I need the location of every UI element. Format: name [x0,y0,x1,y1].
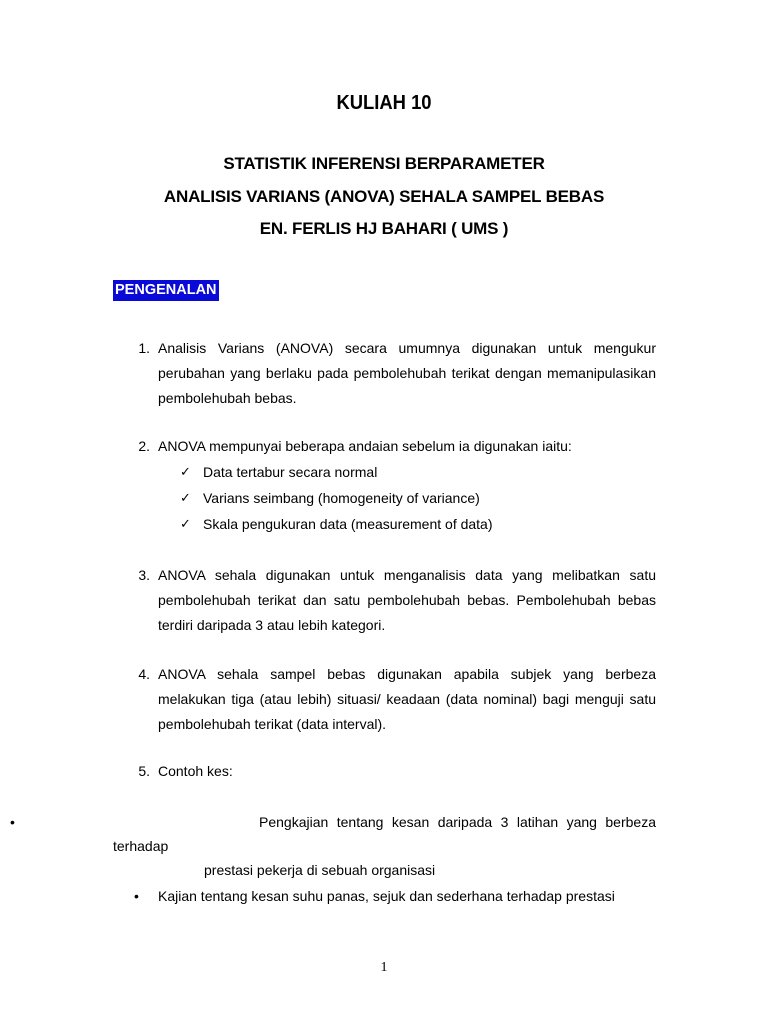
example-first-wrap: terhadap [113,838,169,854]
item-text: ANOVA sehala digunakan untuk menganalisis data yang melibatkan satu pembolehubah terikat dan satu pembolehubah bebas. Pembolehubah bebas terdiri daripada 3 atau lebih kategori. [158,567,656,633]
document-title: KULIAH 10 [336,92,432,114]
check-mark-icon: ✓ [180,516,191,531]
check-mark-icon: ✓ [180,490,191,505]
item-text: Analisis Varians (ANOVA) secara umumnya digunakan untuk mengukur perubahan yang berlaku pada pembolehubah terikat dengan memanipulasikan pembolehubah bebas. [158,340,656,406]
example-first-line: Pengkajian tentang kesan daripada 3 latihan yang berbeza [259,814,656,830]
section-heading: PENGENALAN [113,280,219,301]
item-number: 4. [138,666,150,682]
check-item: Data tertabur secara normal [203,464,378,480]
check-item: Varians seimbang (homogeneity of variance) [203,490,480,506]
check-mark-icon: ✓ [180,464,191,479]
bullet-icon: • [134,888,139,904]
subtitle-line-1: STATISTIK INFERENSI BERPARAMETER [223,154,545,173]
item-text: ANOVA sehala sampel bebas digunakan apabila subjek yang berbeza melakukan tiga (atau lebih) situasi/ keadaan (data nominal) bagi menguji satu pembolehubah terikat (data interval). [158,666,656,732]
subtitle-line-2: ANALISIS VARIANS (ANOVA) SEHALA SAMPEL BEBAS [163,187,605,206]
item-number: 3. [138,567,150,583]
bullet-icon: • [10,814,15,830]
example-second: Kajian tentang kesan suhu panas, sejuk dan sederhana terhadap prestasi [158,888,615,904]
subtitle-line-3: EN. FERLIS HJ BAHARI ( UMS ) [259,219,509,238]
item-text: Contoh kes: [158,763,233,779]
example-first-continuation: prestasi pekerja di sebuah organisasi [204,862,436,878]
check-item: Skala pengukuran data (measurement of data) [203,516,493,532]
item-number: 2. [138,438,150,454]
page-number: 1 [380,960,388,975]
item-text: ANOVA mempunyai beberapa andaian sebelum ia digunakan iaitu: [158,438,572,454]
item-number: 1. [138,340,150,356]
item-number: 5. [138,763,150,779]
